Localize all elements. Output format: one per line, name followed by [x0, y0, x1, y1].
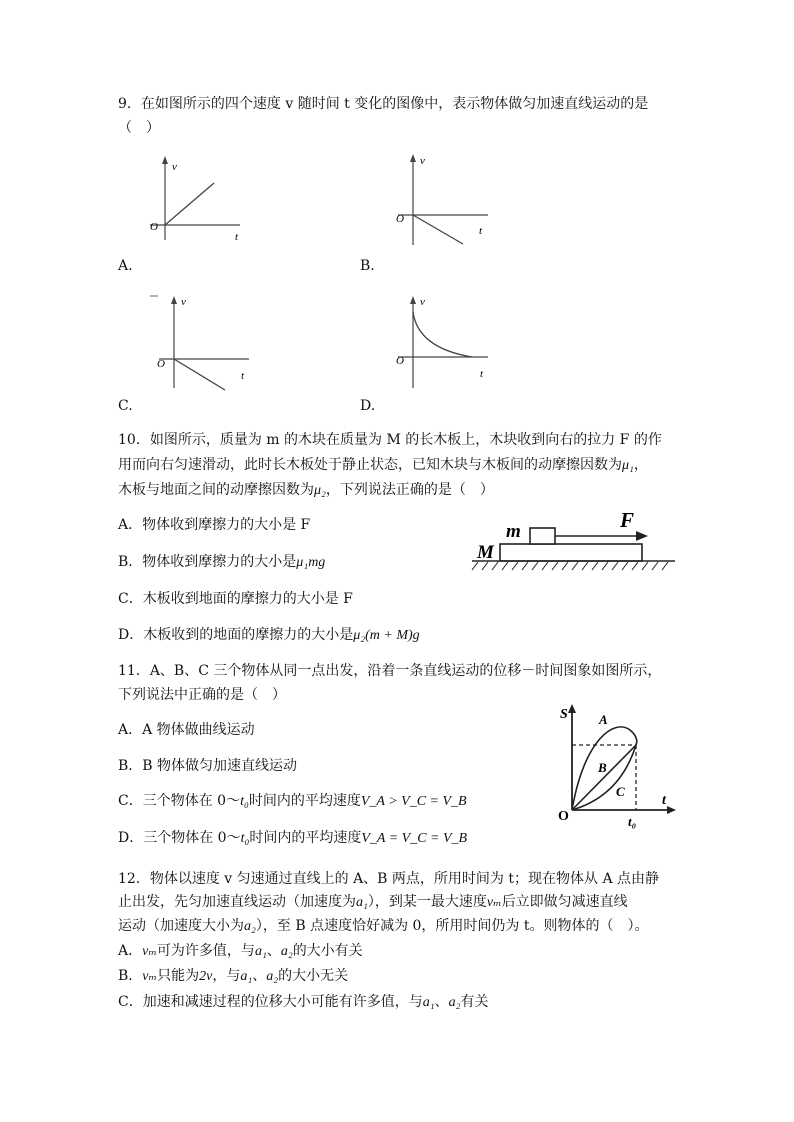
q10-stem-line3: [118, 481, 494, 500]
q12-option-a-text: 可为许多值，与: [156, 943, 255, 959]
q11-stem-line1: 11．A、B、C 三个物体从同一点出发，沿着一条直线运动的位移－时间图象如图所示，: [118, 663, 662, 679]
s-label: S: [560, 707, 568, 722]
q11-figure: [552, 700, 682, 830]
q10-option-d-expr: μ₂(m + M)g: [353, 628, 420, 643]
origin-label: O: [396, 213, 404, 225]
q10-option-a[interactable]: A．物体收到摩擦力的大小是 F: [118, 517, 311, 533]
q9-option-b-label[interactable]: B.: [360, 258, 375, 274]
mass-m-label: m: [506, 521, 521, 542]
q12-option-b-text: 只能为: [157, 968, 200, 984]
t-axis-arrow: [667, 806, 676, 814]
q10-stem-line3-tail: ，下列说法正确的是（ ）: [325, 482, 494, 498]
q9-option-c-label[interactable]: C.: [118, 398, 133, 414]
q12-option-c-sep: 、: [434, 994, 449, 1010]
q11-option-d-t0: t₀: [240, 831, 250, 846]
t-label: t: [235, 231, 239, 243]
origin-label: O: [396, 355, 404, 367]
v-axis-arrow: [171, 296, 177, 304]
q10-stem-line2: [118, 456, 648, 475]
q12-stem-line2-tail: 后立即做匀减速直线: [501, 894, 628, 910]
q10-stem-line1: 10．如图所示，质量为 m 的木块在质量为 M 的长木板上，木块收到向右的拉力 F 的作: [118, 432, 662, 448]
q12-option-b-post: 的大小无关: [278, 968, 349, 984]
q12-option-b-text2: ，与: [212, 968, 241, 984]
v-label: v: [420, 155, 425, 167]
block: [530, 528, 555, 544]
t0-label: t₀: [628, 814, 637, 829]
origin-label: O: [157, 358, 165, 370]
q10-stem-line3-text: 木板与地面之间的动摩擦因数为: [118, 482, 314, 498]
q12-stem-line3-text: 运动（加速度大小为: [118, 918, 244, 934]
q12-option-b-a2: a₂: [266, 969, 279, 984]
q12-option-c-a1: a₁: [422, 995, 435, 1010]
q12-option-c-text: C．加速和减速过程的位移大小可能有许多值，与: [118, 994, 423, 1010]
q12-option-a-post: 的大小有关: [292, 943, 363, 959]
v-label: v: [420, 296, 425, 308]
t-label: t: [662, 793, 666, 808]
q12-option-b-sep: 、: [252, 968, 267, 984]
curve-C-label: C: [616, 784, 625, 799]
q10-option-b-expr: μ₁mg: [296, 555, 326, 570]
v-label: v: [172, 161, 177, 173]
q9-graph-a: [140, 150, 260, 260]
q11-stem-line2: 下列说法中正确的是（ ）: [118, 687, 286, 703]
velocity-line: [413, 215, 463, 244]
q10-stem-line2-text: 用而向右匀速滑动，此时长木板处于静止状态，已知木块与木板间的动摩擦因数为: [118, 457, 622, 473]
q12-stem-line2: [118, 893, 628, 912]
q12-option-c[interactable]: [118, 993, 488, 1012]
q11-option-d-text: D．三个物体在 0～: [118, 830, 241, 846]
q9-graph-b: [388, 150, 508, 260]
q12-stem-line3-tail: ），至 B 点速度恰好减为 0，所用时间仍为 t。则物体的（ ）。: [255, 918, 649, 934]
q12-option-a[interactable]: [118, 942, 363, 961]
q12-option-a-a2: a₂: [280, 944, 293, 959]
q12-option-b-a1: a₁: [240, 969, 253, 984]
q12-stem-line1: 12．物体以速度 v 匀速通过直线上的 A、B 两点，所用时间为 t；现在物体从 A 点由静: [118, 871, 660, 887]
q12-option-b-vm: vₘ: [142, 969, 158, 984]
q10-stem-line2-comma: ，: [633, 457, 648, 473]
q12-option-b-val: 2v: [199, 969, 213, 984]
velocity-line: [174, 359, 225, 390]
q12-option-a-a1: a₁: [254, 944, 267, 959]
q11-option-c-expr: V_A > V_C = V_B: [360, 794, 467, 809]
q11-option-c[interactable]: [118, 792, 467, 811]
q12-option-a-letter: A．: [118, 943, 143, 959]
q12-option-a-vm: vₘ: [142, 944, 157, 959]
q11-option-c-t0: t₀: [240, 794, 249, 809]
q10-figure: [470, 505, 680, 580]
force-F-label: F: [620, 508, 635, 532]
force-arrow: [636, 531, 648, 541]
q12-option-b[interactable]: [118, 967, 348, 986]
q10-option-d-text: D．木板收到的地面的摩擦力的大小是: [118, 627, 354, 643]
q9-graph-c: [145, 288, 265, 398]
q9-option-a-label[interactable]: A.: [118, 258, 133, 274]
q12-option-c-a2: a₂: [448, 995, 461, 1010]
q9-stem-line1: 9．在如图所示的四个速度 v 随时间 t 变化的图像中，表示物体做匀加速直线运动的是: [118, 96, 649, 112]
q9-stem-line2: （ ）: [118, 120, 160, 136]
q9-graph-d: [390, 288, 510, 398]
q10-option-b-text: B．物体收到摩擦力的大小是: [118, 554, 297, 570]
velocity-curve: [413, 312, 472, 357]
mass-M-label: M: [477, 542, 494, 563]
q12-stem-line2-mid: ），到某一最大速度: [367, 894, 487, 910]
long-board: [500, 544, 642, 561]
q11-option-a[interactable]: A．A 物体做曲线运动: [118, 722, 255, 738]
line-B: [572, 745, 636, 810]
a2-symbol: a₂: [244, 919, 256, 934]
v-axis-arrow: [410, 296, 416, 304]
vm-symbol: vₘ: [486, 895, 502, 910]
q11-option-d-mid: 时间内的平均速度: [249, 830, 362, 846]
t-label: t: [241, 370, 245, 382]
q11-option-d[interactable]: [118, 829, 467, 848]
q11-option-b[interactable]: B．B 物体做匀加速直线运动: [118, 758, 298, 774]
t-label: t: [480, 368, 484, 380]
q12-option-c-post: 有关: [460, 994, 489, 1010]
q12-stem-line2-text: 止出发，先匀加速直线运动（加速度为: [118, 894, 356, 910]
line-B-label: B: [598, 760, 607, 775]
origin-label: O: [150, 221, 158, 233]
ground-hatch: [472, 562, 668, 570]
v-axis-arrow: [162, 156, 168, 164]
origin-label: O: [558, 809, 569, 824]
q11-option-c-text: C．三个物体在 0～: [118, 793, 241, 809]
q11-option-c-mid: 时间内的平均速度: [248, 793, 361, 809]
v-label: v: [181, 296, 186, 308]
mu1-symbol: μ₁: [622, 458, 634, 473]
velocity-line: [165, 183, 214, 225]
s-axis-arrow: [568, 704, 576, 713]
q12-option-b-letter: B．: [118, 968, 143, 984]
q9-option-d-label[interactable]: D.: [360, 398, 376, 414]
q12-stem-line3: [118, 917, 649, 936]
q12-option-a-sep: 、: [266, 943, 281, 959]
curve-A-label: A: [599, 712, 608, 727]
t-label: t: [479, 225, 483, 237]
q10-option-c[interactable]: C．木板收到地面的摩擦力的大小是 F: [118, 591, 353, 607]
q11-option-d-expr: V_A = V_C = V_B: [361, 831, 468, 846]
mu2-symbol: μ₂: [314, 483, 326, 498]
v-axis-arrow: [410, 154, 416, 162]
q10-option-b[interactable]: [118, 553, 325, 572]
q10-option-d[interactable]: [118, 626, 420, 645]
a1-symbol: a₁: [356, 895, 368, 910]
